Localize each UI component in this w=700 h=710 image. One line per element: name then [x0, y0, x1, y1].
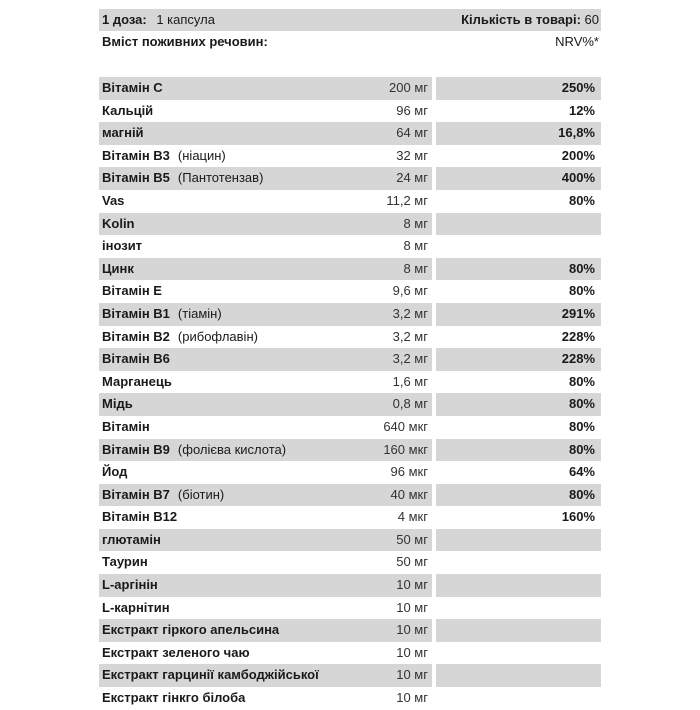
nutrient-name-text: Вітамін В9	[102, 441, 170, 457]
nutrient-name	[102, 642, 250, 665]
nutrient-row	[99, 122, 601, 145]
nutrient-amount: 200 мг	[389, 80, 428, 95]
nutrient-name-text: Kolin	[102, 215, 135, 231]
dose-header-row	[99, 9, 601, 31]
nutrient-subname: (Пантотензав)	[177, 170, 264, 186]
nutrient-subname: (ніацин)	[177, 147, 226, 163]
nutrient-amount: 64 мг	[396, 125, 428, 141]
nutrient-row	[99, 642, 601, 665]
nutrient-name-text: L-карнітин	[102, 599, 170, 615]
nutrient-nrv: 80%	[568, 373, 595, 389]
nutrient-name	[102, 484, 224, 507]
nutrient-row	[99, 416, 601, 439]
nutrient-amount: 4 мкг	[397, 509, 428, 525]
count-label: Кількість в товарі:	[461, 12, 581, 27]
nutrient-amount: 10 мг	[396, 667, 428, 683]
nutrient-name-text: Вітамін В1	[102, 305, 170, 321]
nutrient-nrv: 200%	[561, 147, 595, 163]
nutrient-name-text: інозит	[102, 238, 143, 254]
nutrient-name-text: глютамін	[102, 531, 161, 547]
row-shade-right	[436, 664, 601, 687]
nutrient-row	[99, 326, 601, 349]
nutrient-name	[102, 348, 170, 371]
nutrient-row	[99, 484, 601, 507]
nutrient-row	[99, 393, 601, 416]
nutrient-amount: 9,6 мг	[392, 283, 428, 299]
nutrient-name-text: Марганець	[102, 373, 172, 389]
nutrient-amount: 160 мкг	[383, 441, 428, 457]
nutrient-amount: 10 мг	[396, 690, 428, 706]
nutrient-name-text: Вітамін С	[102, 80, 163, 95]
nutrient-subname: (біотин)	[177, 486, 225, 502]
nutrient-name	[102, 551, 148, 574]
nutrient-name-text: Вітамін	[102, 418, 150, 434]
nutrient-name	[102, 439, 286, 462]
nutrient-nrv: 80%	[568, 192, 595, 208]
nutrient-amount: 96 мкг	[390, 464, 428, 480]
nutrient-name	[102, 574, 158, 597]
nutrient-row	[99, 100, 601, 123]
nutrient-name-text: магній	[102, 125, 144, 141]
nutrient-amount: 96 мг	[396, 102, 428, 118]
nutrient-name	[102, 280, 162, 303]
nutrient-amount: 640 мкг	[383, 418, 428, 434]
nutrient-name	[102, 122, 144, 145]
nutrient-name	[102, 371, 172, 394]
nutrient-row	[99, 235, 601, 258]
nutrient-amount: 8 мг	[403, 260, 428, 276]
nutrient-subname: (тіамін)	[177, 305, 222, 321]
nutrient-name	[102, 303, 222, 326]
nutrient-name	[102, 167, 263, 190]
nutrient-row	[99, 213, 601, 236]
nutrient-name-text: Вітамін В5	[102, 170, 170, 186]
nutrient-row	[99, 190, 601, 213]
content-label: Вміст поживних речовин:	[102, 34, 268, 49]
nutrient-row	[99, 461, 601, 484]
spacer	[99, 53, 601, 77]
nutrient-amount: 0,8 мг	[392, 396, 428, 412]
nutrient-name-text: Вітамін Е	[102, 283, 162, 299]
nutrient-amount: 3,2 мг	[392, 305, 428, 321]
nutrient-rows	[99, 77, 601, 710]
nutrient-row	[99, 551, 601, 574]
nutrient-name-text: Таурин	[102, 554, 148, 570]
dose-info	[102, 9, 215, 31]
row-shade-right	[436, 213, 601, 236]
nutrient-row	[99, 167, 601, 190]
nutrient-nrv: 16,8%	[558, 125, 595, 141]
nutrient-row	[99, 77, 601, 100]
nutrient-name-text: Вітамін В2	[102, 328, 170, 344]
row-shade-right	[436, 574, 601, 597]
nutrient-name	[102, 77, 163, 100]
nutrient-row	[99, 258, 601, 281]
nutrient-name	[102, 529, 161, 552]
nutrient-amount: 10 мг	[396, 622, 428, 638]
row-shade-left	[99, 393, 432, 416]
nutrient-name	[102, 326, 258, 349]
content-header-row	[99, 31, 601, 53]
nutrient-name	[102, 461, 127, 484]
count-value: 60	[584, 12, 599, 27]
nutrient-amount: 40 мкг	[390, 486, 428, 502]
row-shade-left	[99, 213, 432, 236]
nutrient-nrv: 80%	[568, 260, 595, 276]
nutrient-name-text: Вітамін В7	[102, 486, 170, 502]
nutrient-row	[99, 619, 601, 642]
nutrient-name-text: Вітамін В6	[102, 351, 170, 367]
nutrient-amount: 1,6 мг	[392, 373, 428, 389]
row-shade-right	[436, 529, 601, 552]
nutrient-name-text: Вітамін В12	[102, 509, 178, 525]
nutrient-row	[99, 439, 601, 462]
row-shade-left	[99, 122, 432, 145]
nutrient-nrv: 250%	[561, 80, 595, 95]
nutrient-name	[102, 393, 133, 416]
nutrient-name	[102, 100, 153, 123]
nutrient-nrv: 80%	[568, 283, 595, 299]
dose-label: 1 доза:	[102, 12, 147, 27]
nutrient-amount: 3,2 мг	[392, 328, 428, 344]
nutrient-name	[102, 687, 245, 710]
nutrient-amount: 50 мг	[396, 554, 428, 570]
nutrient-name	[102, 506, 177, 529]
row-shade-left	[99, 258, 432, 281]
nrv-label: NRV%*	[555, 34, 599, 49]
nutrient-name-text: Екстракт зеленого чаю	[102, 644, 250, 660]
nutrient-row	[99, 303, 601, 326]
nutrient-row	[99, 506, 601, 529]
nutrient-row	[99, 529, 601, 552]
nutrient-nrv: 80%	[568, 441, 595, 457]
nutrient-name	[102, 416, 150, 439]
nutrient-name	[102, 190, 124, 213]
nutrient-name-text: Екстракт гінкго білоба	[102, 690, 246, 706]
nutrient-name-text: L-аргінін	[102, 577, 158, 593]
nutrient-nrv: 64%	[568, 464, 595, 480]
nutrient-name	[102, 213, 135, 236]
nutrient-nrv: 80%	[568, 396, 595, 412]
nutrient-row	[99, 371, 601, 394]
nutrient-row	[99, 597, 601, 620]
nutrient-nrv: 291%	[561, 305, 595, 321]
nutrient-row	[99, 687, 601, 710]
nutrient-nrv: 80%	[568, 486, 595, 502]
nutrient-nrv: 228%	[561, 351, 595, 367]
nutrient-name	[102, 235, 142, 258]
nutrient-amount: 10 мг	[396, 644, 428, 660]
nutrient-row	[99, 145, 601, 168]
nutrient-row	[99, 574, 601, 597]
nutrient-amount: 50 мг	[396, 531, 428, 547]
nutrient-amount: 32 мг	[396, 147, 428, 163]
nutrient-nrv: 400%	[561, 170, 595, 186]
nutrient-name	[102, 145, 226, 168]
count-info	[461, 9, 599, 31]
nutrient-name-text: Екстракт гіркого апельсина	[102, 622, 280, 638]
nutrient-name-text: Мідь	[102, 396, 133, 412]
nutrient-name-text: Йод	[102, 464, 128, 480]
nutrient-name-text: Вітамін В3	[102, 147, 170, 163]
nutrient-name-text: Кальцій	[102, 102, 154, 118]
nutrient-subname: (фолієва кислота)	[177, 441, 287, 457]
nutrient-amount: 10 мг	[396, 599, 428, 615]
row-shade-right	[436, 619, 601, 642]
nutrient-nrv: 160%	[561, 509, 595, 525]
nutrient-name-text: Екстракт гарцинії камбоджійської	[102, 667, 319, 683]
dose-value: 1 капсула	[156, 12, 215, 27]
nutrient-row	[99, 664, 601, 687]
nutrient-name	[102, 664, 319, 687]
nutrient-name	[102, 597, 170, 620]
nutrient-amount: 11,2 мг	[386, 192, 428, 208]
nutrient-name	[102, 619, 279, 642]
nutrient-name	[102, 258, 134, 281]
nutrient-amount: 8 мг	[403, 215, 428, 231]
nutrient-subname: (рибофлавін)	[177, 328, 258, 344]
nutrient-row	[99, 280, 601, 303]
nutrient-amount: 8 мг	[403, 238, 428, 254]
nutrient-nrv: 12%	[568, 102, 595, 118]
nutrient-nrv: 228%	[561, 328, 595, 344]
nutrient-name-text: Vas	[102, 192, 125, 208]
nutrient-amount: 3,2 мг	[392, 351, 428, 367]
nutrition-table	[99, 9, 601, 710]
nutrient-amount: 10 мг	[396, 577, 428, 593]
nutrient-nrv: 80%	[568, 418, 595, 434]
nutrient-name-text: Цинк	[102, 260, 134, 276]
nutrient-row	[99, 348, 601, 371]
nutrient-amount: 24 мг	[396, 170, 428, 186]
